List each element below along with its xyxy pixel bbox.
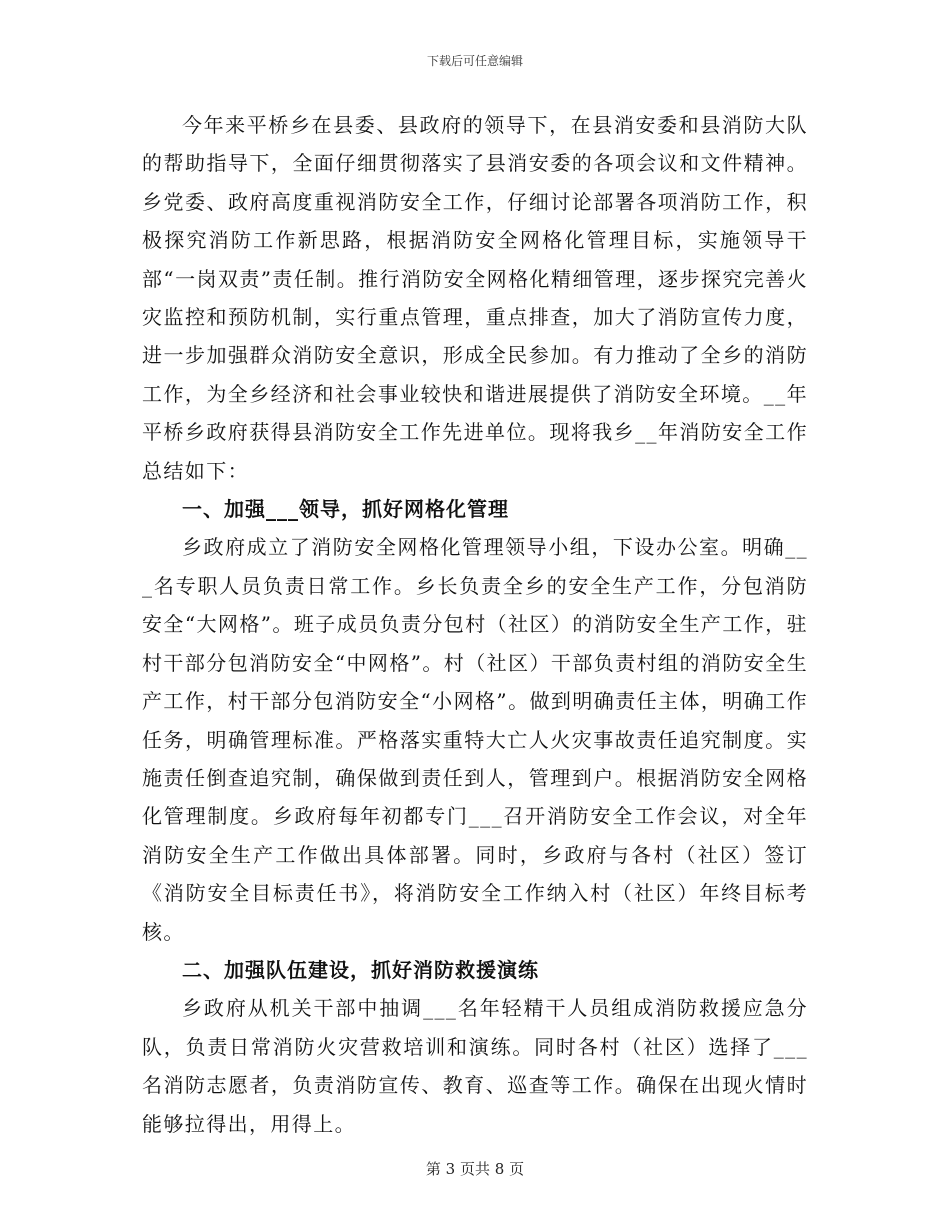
- page-header: 下载后可任意编辑: [426, 54, 523, 68]
- page-number-footer: 第 3 页共 8 页: [425, 1160, 525, 1178]
- intro-paragraph: 今年来平桥乡在县委、县政府的领导下，在县消安委和县消防大队的帮助指导下，全面仔细贯彻落实了县消安委的各项会议和文件精神。乡党委、政府高度重视消防安全工作，仔细讨论部署各项消防工作，积极探究消防工作新思路，根据消防安全网格化管理目标，实施领导干部“一岗双责”责任制。推行消防安全网格化精细管理，逐步探究完善火灾监控和预防机制，实行重点管理，重点排查，加大了消防宣传力度，进一步加强群众消防安全意识，形成全民参加。有力推动了全乡的消防工作，为全乡经济和社会事业较快和谐进展提供了消防安全环境。__年平桥乡政府获得县消防安全工作先进单位。现将我乡__年消防安全工作总结如下：: [142, 113, 808, 483]
- section-2-heading: 二、加强队伍建设，抓好消防救援演练: [182, 957, 539, 982]
- section-1-paragraph: 乡政府成立了消防安全网格化管理领导小组，下设办公室。明确___名专职人员负责日常工作。乡长负责全乡的安全生产工作，分包消防安全“大网格”。班子成员负责分包村（社区）的消防安全生产工作，驻村干部分包消防安全“中网格”。村（社区）干部负责村组的消防安全生产工作，村干部分包消防安全“小网格”。做到明确责任主体，明确工作任务，明确管理标准。严格落实重特大亡人火灾事故责任追究制度。实施责任倒查追究制，确保做到责任到人，管理到户。根据消防安全网格化管理制度。乡政府每年初都专门___召开消防安全工作会议，对全年消防安全生产工作做出具体部署。同时，乡政府与各村（社区）签订《消防安全目标责任书》，将消防安全工作纳入村（社区）年终目标考核。: [142, 535, 808, 944]
- document-body: [142, 106, 808, 1143]
- section-1-heading: 一、加强___领导，抓好网格化管理: [182, 497, 509, 522]
- section-2-paragraph: 乡政府从机关干部中抽调___名年轻精干人员组成消防救援应急分队，负责日常消防火灾营救培训和演练。同时各村（社区）选择了___名消防志愿者，负责消防宣传、教育、巡查等工作。确保在出现火情时能够拉得出，用得上。: [142, 996, 808, 1136]
